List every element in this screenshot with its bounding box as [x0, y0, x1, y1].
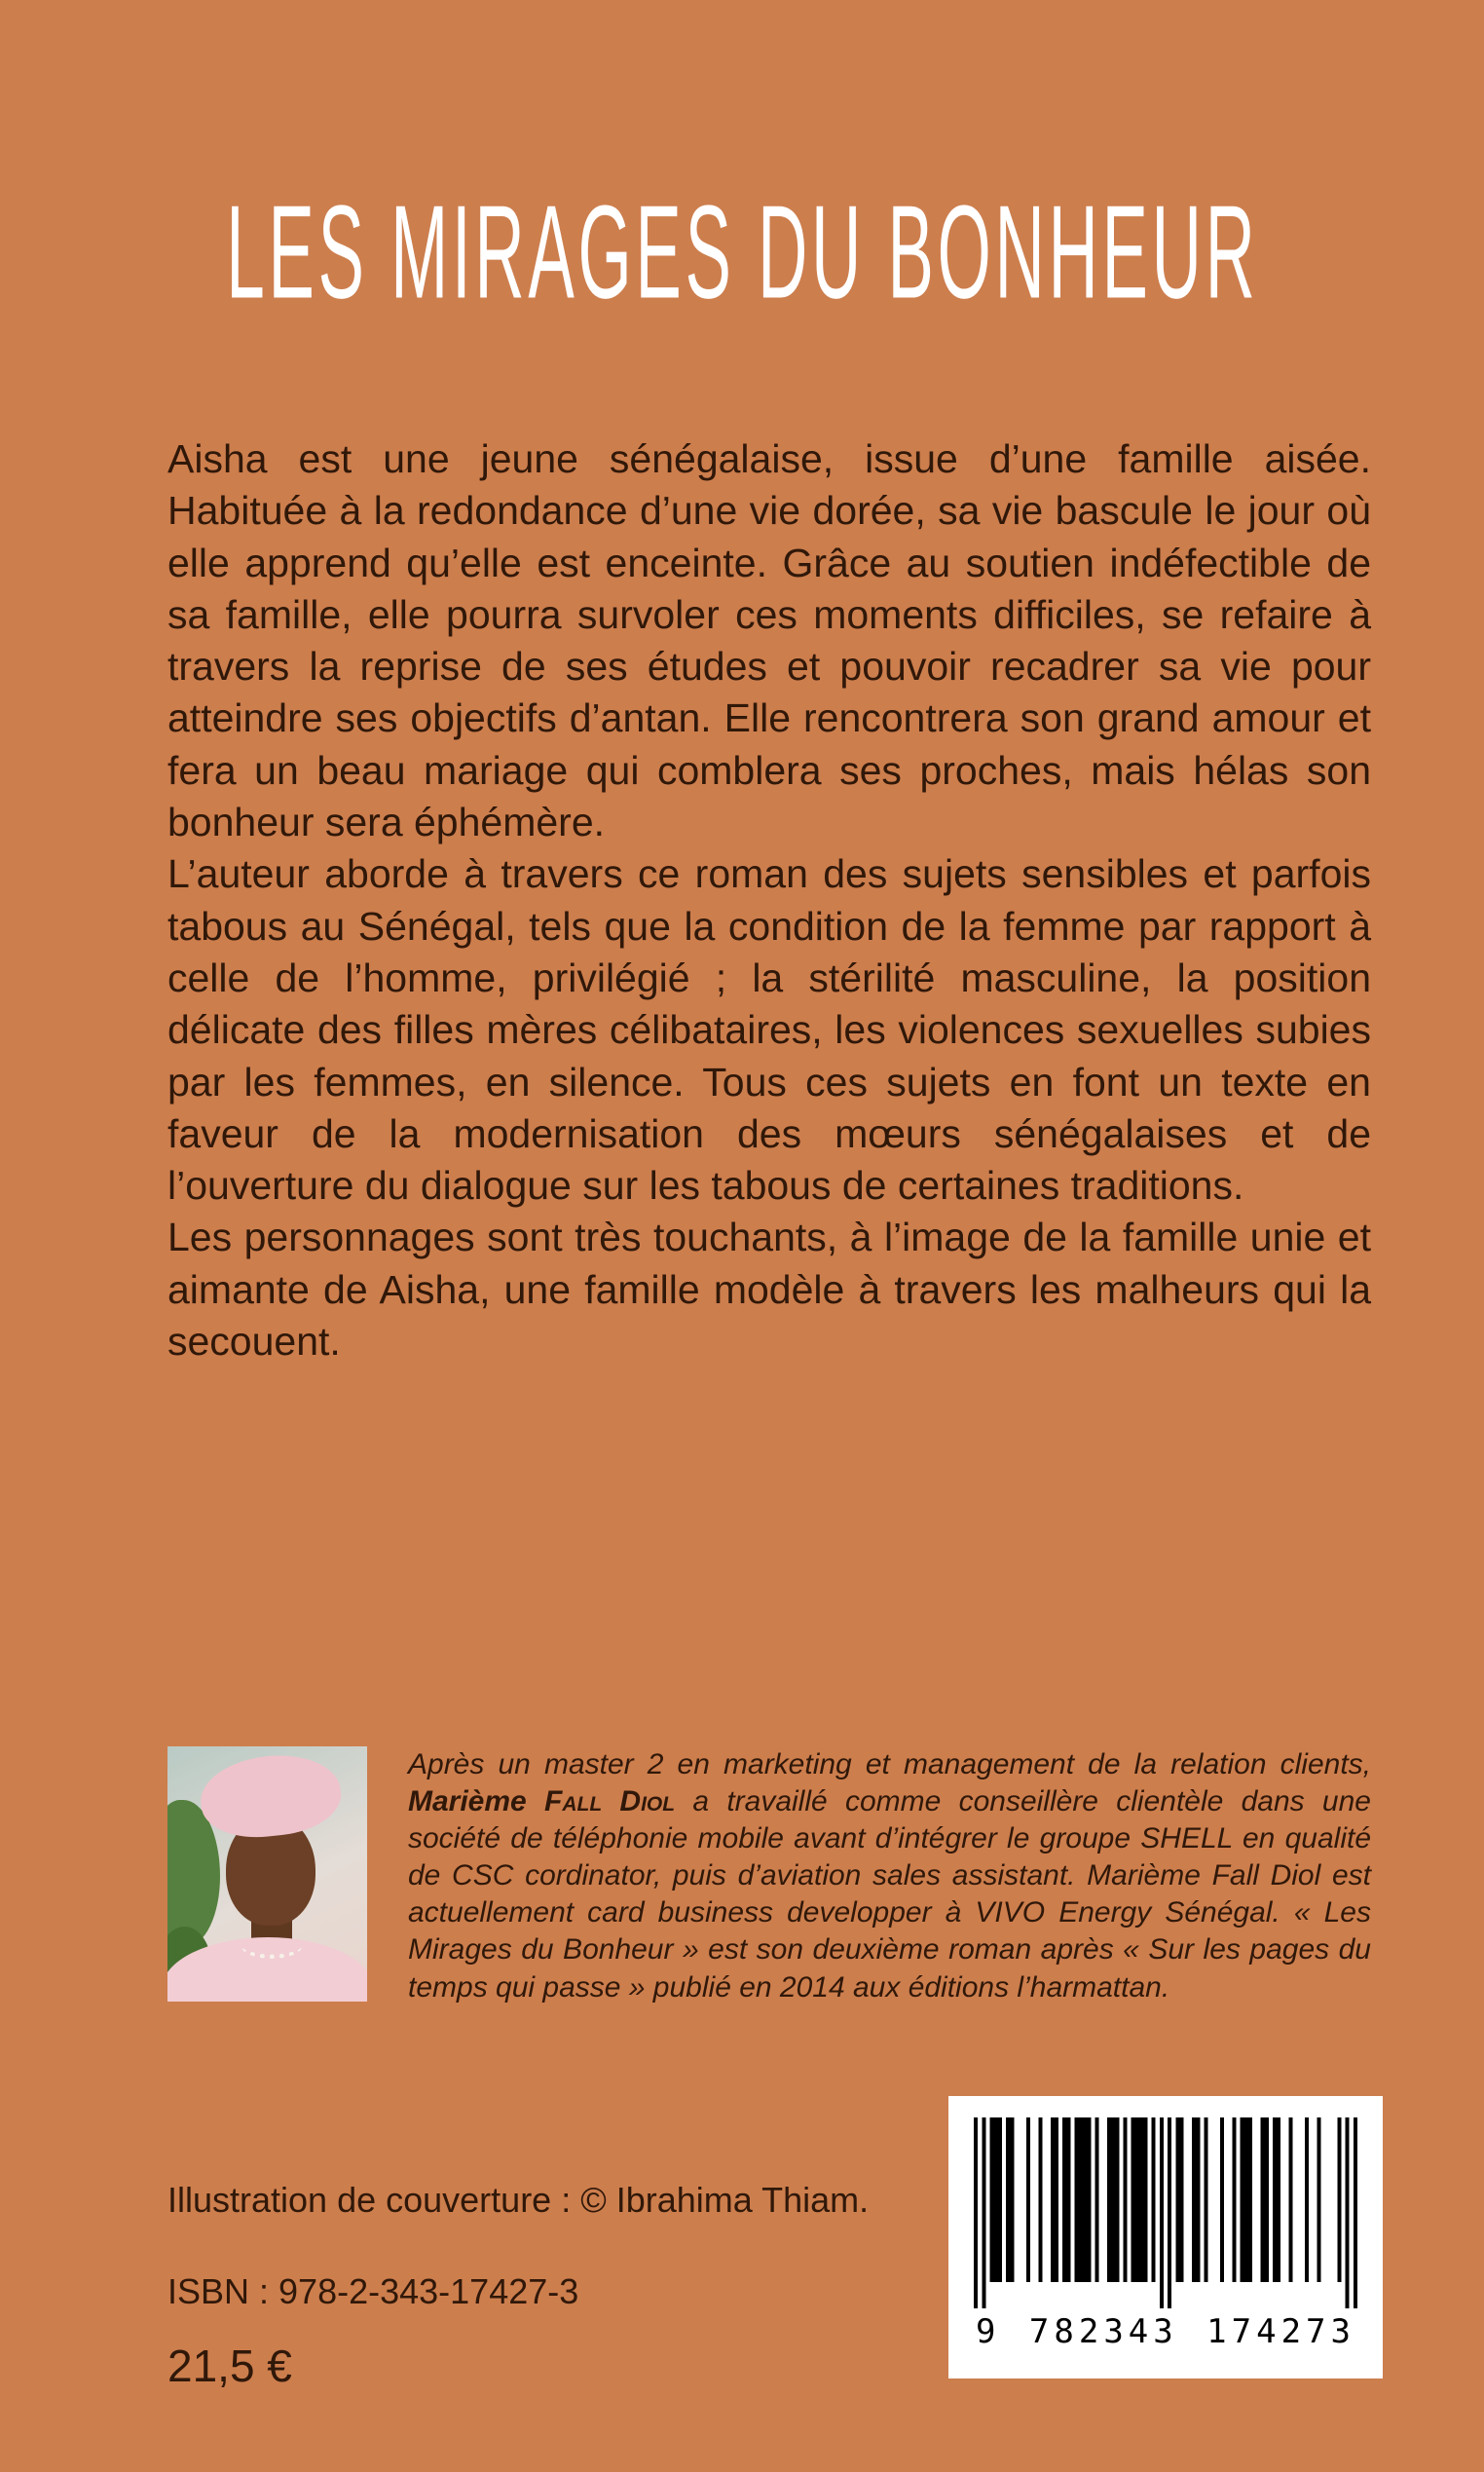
synopsis-paragraph: Aisha est une jeune sénégalaise, issue d’une famille aisée. Habituée à la redondance d’une vie dorée, sa vie bascule le jour où elle apprend qu’elle est enceinte. Grâce au soutien indéfectible de sa famille, elle pourra survoler ces moments difficiles, se refaire à travers la reprise de ses études et pouvoir recadrer sa vie pour atteindre ses objectifs d’antan. Elle rencontrera son grand amour et fera un beau mariage qui comblera ses proches, mais hélas son bonheur sera éphémère.: [167, 436, 1371, 845]
barcode-digit-group2: 174273: [1206, 2312, 1355, 2351]
synopsis-paragraph: Les personnages sont très touchants, à l’image de la famille unie et aimante de Aisha, une famille modèle à travers les malheurs qui la secouent.: [167, 1215, 1371, 1365]
price-text: 21,5 €: [167, 2341, 292, 2391]
synopsis: [167, 433, 1371, 1367]
barcode-digit-left: 9: [976, 2312, 1001, 2351]
author-name-last: Fall Diol: [544, 1785, 676, 1818]
barcode-digits: [974, 2308, 1357, 2351]
author-photo: [167, 1746, 367, 2002]
isbn-text: ISBN : 978-2-343-17427-3: [167, 2271, 579, 2311]
barcode-bars: [974, 2117, 1357, 2308]
cover-illustration-credit: Illustration de couverture : © Ibrahima Thiam.: [167, 2180, 870, 2220]
barcode: [948, 2096, 1383, 2378]
bio-text-rest: a travaillé comme conseillère clientèle dans une société de téléphonie mobile avant d’intégrer le groupe SHELL en qualité de CSC cordinator, puis d’aviation sales assistant. Marième Fall Diol est actuellement card business developper à VIVO Energy Sénégal. « Les Mirages du Bonheur » est son deuxième roman après « Sur les pages du temps qui passe » publié en 2014 aux éditions l’harmattan.: [408, 1785, 1371, 2004]
author-section: [167, 1746, 1371, 2006]
author-name-first: Marième: [408, 1785, 544, 1818]
book-title: LES MIRAGES DU BONHEUR: [225, 178, 1259, 327]
title-area: [0, 115, 1484, 348]
bio-text-lead: Après un master 2 en marketing et management de la relation clients,: [408, 1748, 1371, 1780]
barcode-digit-group1: 782343: [1028, 2312, 1178, 2351]
author-beret-shape: [197, 1749, 345, 1844]
synopsis-paragraph: L’auteur aborde à travers ce roman des sujets sensibles et parfois tabous au Sénégal, tels que la condition de la femme par rapport à celle de l’homme, privilégié ; la stérilité masculine, la position délicate des filles mères célibataires, les violences sexuelles subies par les femmes, en silence. Tous ces sujets en font un texte en faveur de la modernisation des mœurs sénégalaises et de l’ouverture du dialogue sur les tabous de certaines traditions.: [167, 851, 1371, 1209]
author-necklace-shape: [241, 1933, 302, 1959]
author-bio: [408, 1746, 1371, 2006]
